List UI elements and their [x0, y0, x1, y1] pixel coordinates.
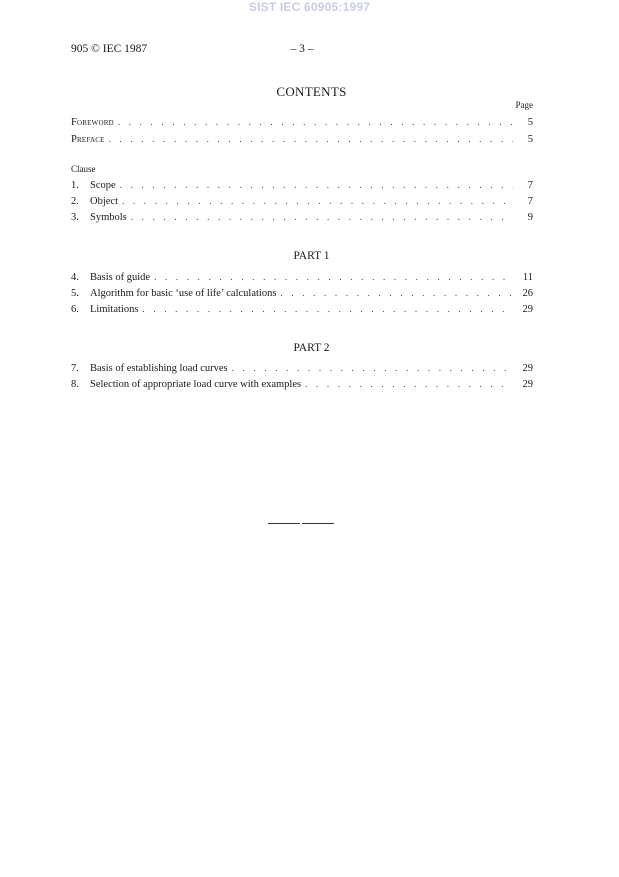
toc-entry-title: Basis of guide — [90, 272, 151, 283]
toc-entry-limitations[interactable] — [71, 304, 533, 320]
part-2-title: PART 2 — [293, 342, 330, 354]
toc-entry-page: 26 — [522, 288, 533, 299]
dot-leader — [131, 212, 513, 222]
toc-entry-page: 5 — [527, 134, 533, 145]
toc-entry-object[interactable] — [71, 196, 533, 212]
toc-entry-title: Preface — [71, 134, 105, 145]
watermark-text: SIST IEC 60905:1997 — [248, 0, 371, 14]
toc-entry-number: 6. — [71, 304, 79, 315]
toc-entry-preface[interactable] — [71, 134, 533, 150]
toc-entry-title: Object — [90, 196, 118, 207]
toc-entry-number: 5. — [71, 288, 79, 299]
toc-entry-load-curves[interactable] — [71, 363, 533, 379]
toc-entry-page: 11 — [522, 272, 533, 283]
toc-entry-algorithm[interactable] — [71, 288, 533, 304]
contents-title: CONTENTS — [276, 84, 347, 99]
clause-list — [71, 180, 533, 228]
part-1-list — [71, 272, 533, 320]
toc-entry-page: 7 — [527, 180, 533, 191]
toc-entry-title: Symbols — [90, 212, 127, 223]
page-column-label: Page — [515, 100, 533, 110]
toc-entry-page: 5 — [527, 117, 533, 128]
toc-entry-number: 1. — [71, 180, 79, 191]
toc-entry-title: Basis of establishing load curves — [90, 363, 228, 374]
header-page-number: – 3 – — [290, 43, 314, 55]
header-document-ref: 905 © IEC 1987 — [71, 43, 148, 55]
toc-entry-title: Limitations — [90, 304, 139, 315]
dot-leader — [122, 196, 513, 206]
clause-column-label: Clause — [71, 164, 96, 174]
toc-entry-title: Selection of appropriate load curve with examples — [90, 379, 302, 390]
toc-entry-foreword[interactable] — [71, 114, 533, 130]
end-of-contents-rule — [268, 523, 334, 524]
dot-leader — [280, 288, 513, 298]
front-matter-list — [71, 114, 533, 130]
toc-entry-number: 7. — [71, 363, 79, 374]
toc-entry-page: 29 — [522, 379, 533, 390]
dot-leader — [109, 134, 513, 144]
dot-leader — [305, 379, 513, 389]
toc-entry-page: 29 — [522, 304, 533, 315]
toc-entry-basis-of-guide[interactable] — [71, 272, 533, 288]
part-2-list — [71, 363, 533, 395]
toc-entry-page: 29 — [522, 363, 533, 374]
toc-entry-number: 3. — [71, 212, 79, 223]
toc-entry-symbols[interactable] — [71, 212, 533, 228]
toc-entry-title: Algorithm for basic ‘use of life’ calculations — [90, 288, 277, 299]
part-1-title: PART 1 — [293, 250, 330, 262]
toc-entry-page: 9 — [527, 212, 533, 223]
toc-entry-page: 7 — [527, 196, 533, 207]
toc-entry-scope[interactable] — [71, 180, 533, 196]
dot-leader — [118, 114, 513, 130]
dot-leader — [120, 180, 513, 190]
toc-entry-selection[interactable] — [71, 379, 533, 395]
toc-entry-number: 2. — [71, 196, 79, 207]
toc-entry-title: Scope — [90, 180, 116, 191]
dot-leader — [142, 304, 513, 314]
dot-leader — [232, 363, 513, 373]
front-matter-list-2 — [71, 134, 533, 150]
toc-entry-number: 8. — [71, 379, 79, 390]
dot-leader — [154, 272, 513, 282]
toc-entry-number: 4. — [71, 272, 79, 283]
toc-entry-title: Foreword — [71, 117, 114, 128]
